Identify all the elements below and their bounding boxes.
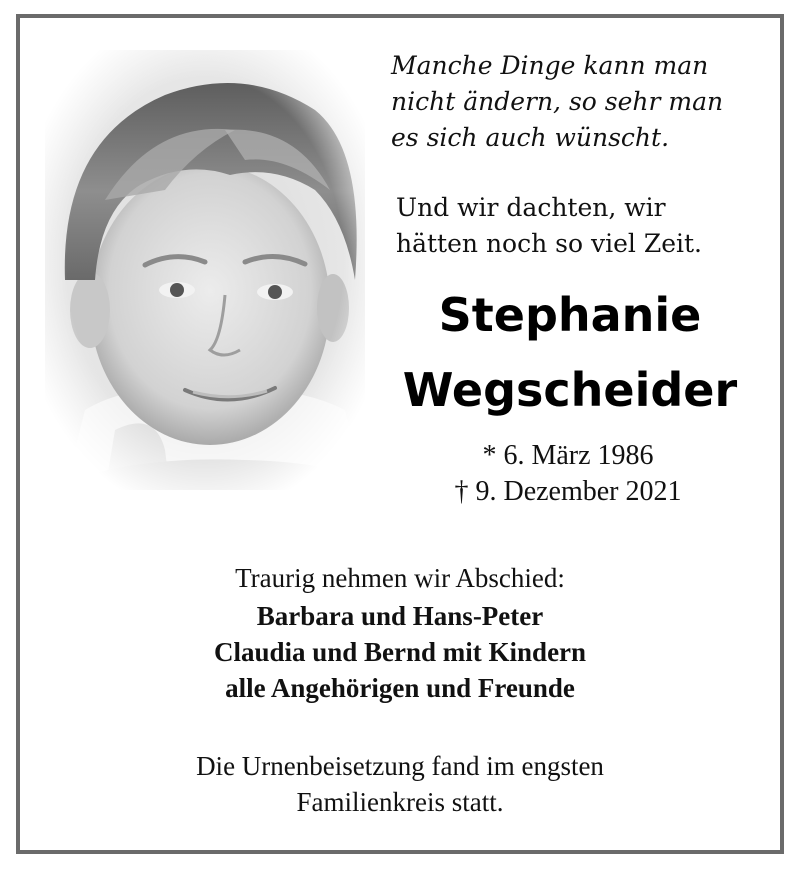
quote-line: nicht ändern, so sehr man	[391, 87, 724, 116]
burial-note-line: Familienkreis statt.	[296, 787, 504, 817]
quote-line: Und wir dachten, wir	[396, 193, 666, 222]
mourners-intro: Traurig nehmen wir Abschied:	[235, 563, 565, 593]
mourner-line: Barbara und Hans-Peter	[256, 601, 544, 631]
mourner-line: alle Angehörigen und Freunde	[225, 673, 575, 703]
birth-date: * 6. März 1986	[482, 440, 654, 471]
burial-note-line: Die Urnenbeisetzung fand im engsten	[196, 751, 604, 781]
deceased-first-name: Stephanie	[438, 288, 702, 342]
quote-verse-2	[396, 190, 756, 262]
mourner-line: Claudia und Bernd mit Kindern	[213, 637, 587, 667]
quote-line: Manche Dinge kann man	[391, 51, 709, 80]
quote-verse-1	[391, 48, 751, 156]
quote-line: hätten noch so viel Zeit.	[396, 229, 702, 258]
portrait-photo	[45, 50, 365, 490]
death-date: † 9. Dezember 2021	[454, 476, 682, 507]
quote-line: es sich auch wünscht.	[391, 123, 670, 152]
deceased-last-name: Wegscheider	[402, 363, 738, 417]
